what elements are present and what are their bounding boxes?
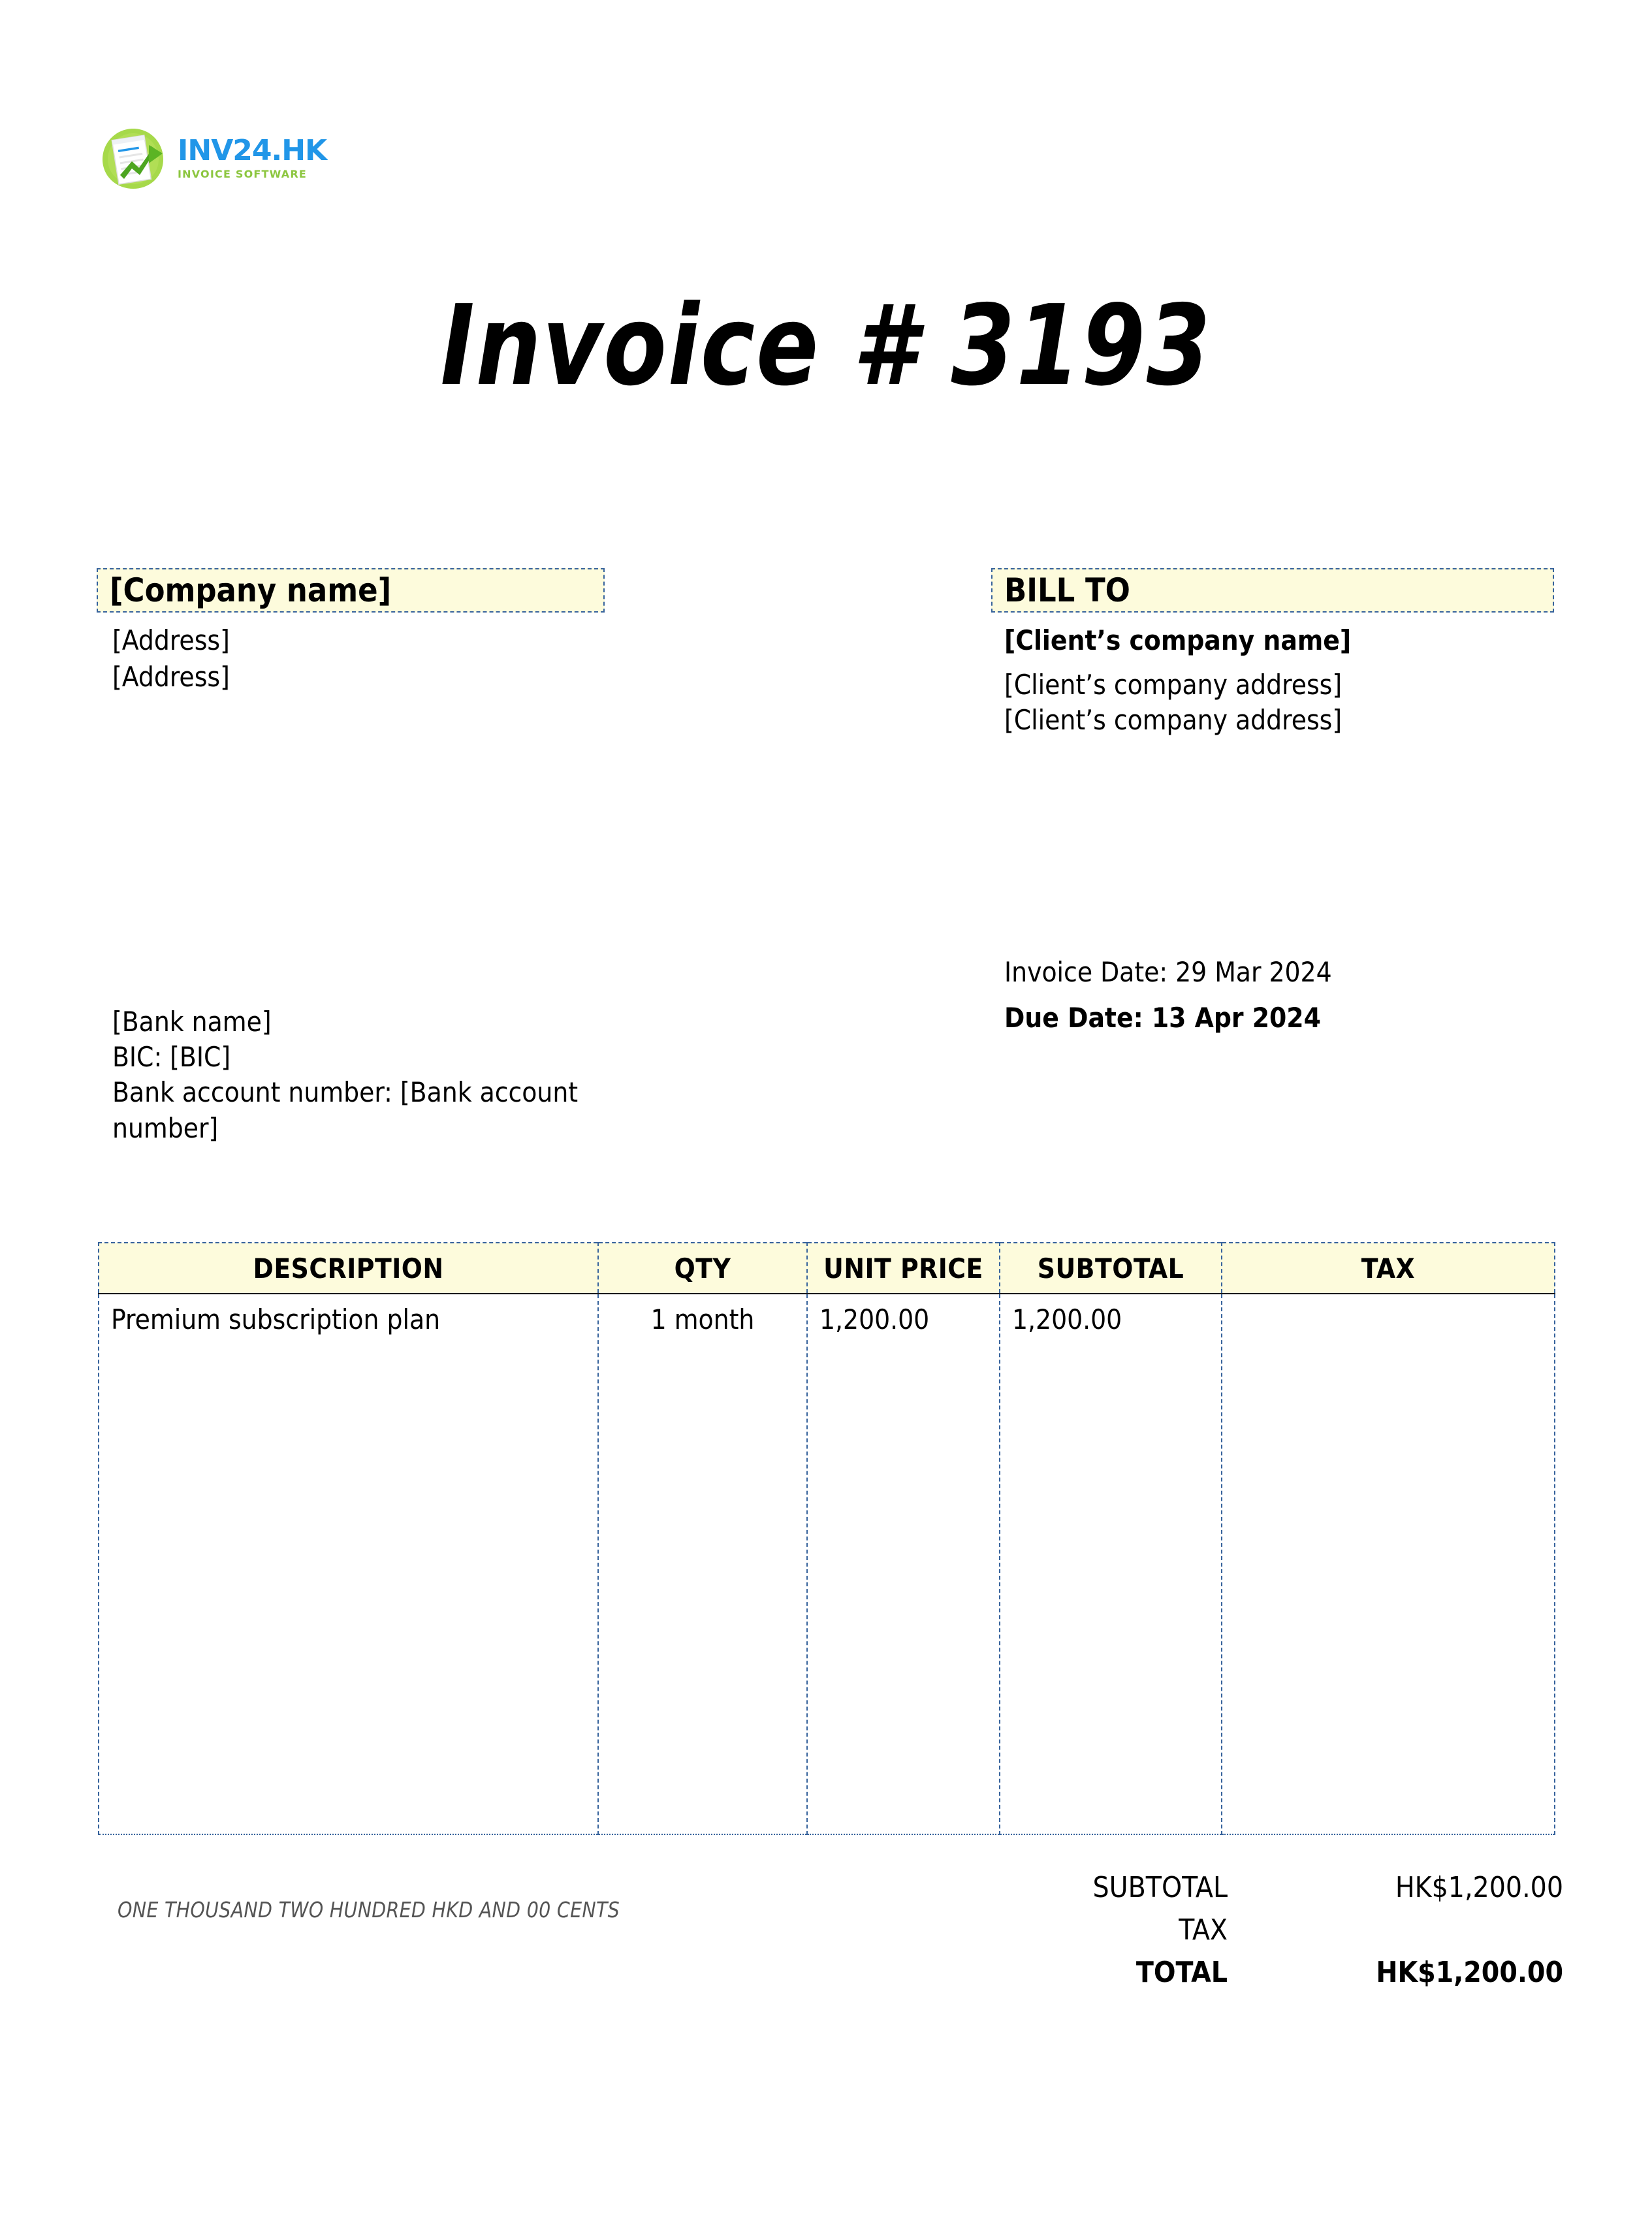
client-company-name: [Client’s company name] [1004, 624, 1352, 656]
invoice-date: Invoice Date: 29 Mar 2024 [1004, 956, 1332, 988]
logo-wordmark [178, 136, 326, 180]
tax-value [1237, 1909, 1573, 1951]
company-name-banner[interactable] [97, 568, 605, 613]
cell-qty: 1 month [598, 1294, 807, 1834]
totals-row-subtotal [966, 1866, 1573, 1909]
total-label: TOTAL [1136, 1956, 1228, 1989]
bill-to-heading: BILL TO [1004, 571, 1130, 609]
bank-account-number: Bank account number: [Bank account number] [112, 1076, 579, 1144]
totals-row-total [966, 1951, 1573, 1994]
cell-unit-price: 1,200.00 [807, 1294, 1000, 1834]
logo-title: INV24.HK [178, 134, 327, 167]
table-row [99, 1294, 1555, 1834]
page-title: Invoice # 3193 [440, 281, 1212, 411]
company-address-line-2: [Address] [112, 661, 230, 693]
column-header-tax: TAX [1222, 1243, 1555, 1294]
column-header-subtotal: SUBTOTAL [1000, 1243, 1222, 1294]
column-header-unit-price: UNIT PRICE [807, 1243, 1000, 1294]
line-items-table [98, 1242, 1555, 1835]
client-address-line-1: [Client’s company address] [1004, 669, 1342, 701]
client-address-line-2: [Client’s company address] [1004, 704, 1342, 736]
bank-name: [Bank name] [112, 1006, 272, 1038]
bank-bic: BIC: [BIC] [112, 1041, 231, 1074]
inv24-logo-icon [98, 124, 168, 192]
subtotal-value: HK$1,200.00 [1395, 1871, 1563, 1904]
cell-subtotal: 1,200.00 [1000, 1294, 1222, 1834]
company-address-line-1: [Address] [112, 624, 230, 656]
brand-logo[interactable] [98, 124, 326, 192]
totals-block [966, 1866, 1563, 1994]
amount-in-words: ONE THOUSAND TWO HUNDRED HKD AND 00 CENTS [118, 1897, 620, 1923]
column-header-description: DESCRIPTION [99, 1243, 598, 1294]
tax-label: TAX [1179, 1913, 1228, 1947]
table-header-row [99, 1243, 1555, 1294]
cell-tax [1222, 1294, 1555, 1834]
logo-subtitle: INVOICE SOFTWARE [178, 168, 307, 180]
cell-description: Premium subscription plan [99, 1294, 598, 1834]
subtotal-label: SUBTOTAL [1092, 1871, 1228, 1904]
bill-to-banner[interactable] [991, 568, 1554, 613]
due-date: Due Date: 13 Apr 2024 [1004, 1002, 1321, 1034]
company-name-label: [Company name] [110, 571, 392, 609]
totals-row-tax [966, 1909, 1573, 1951]
column-header-qty: QTY [598, 1243, 807, 1294]
total-value: HK$1,200.00 [1376, 1956, 1563, 1989]
bank-details [112, 1004, 609, 1146]
